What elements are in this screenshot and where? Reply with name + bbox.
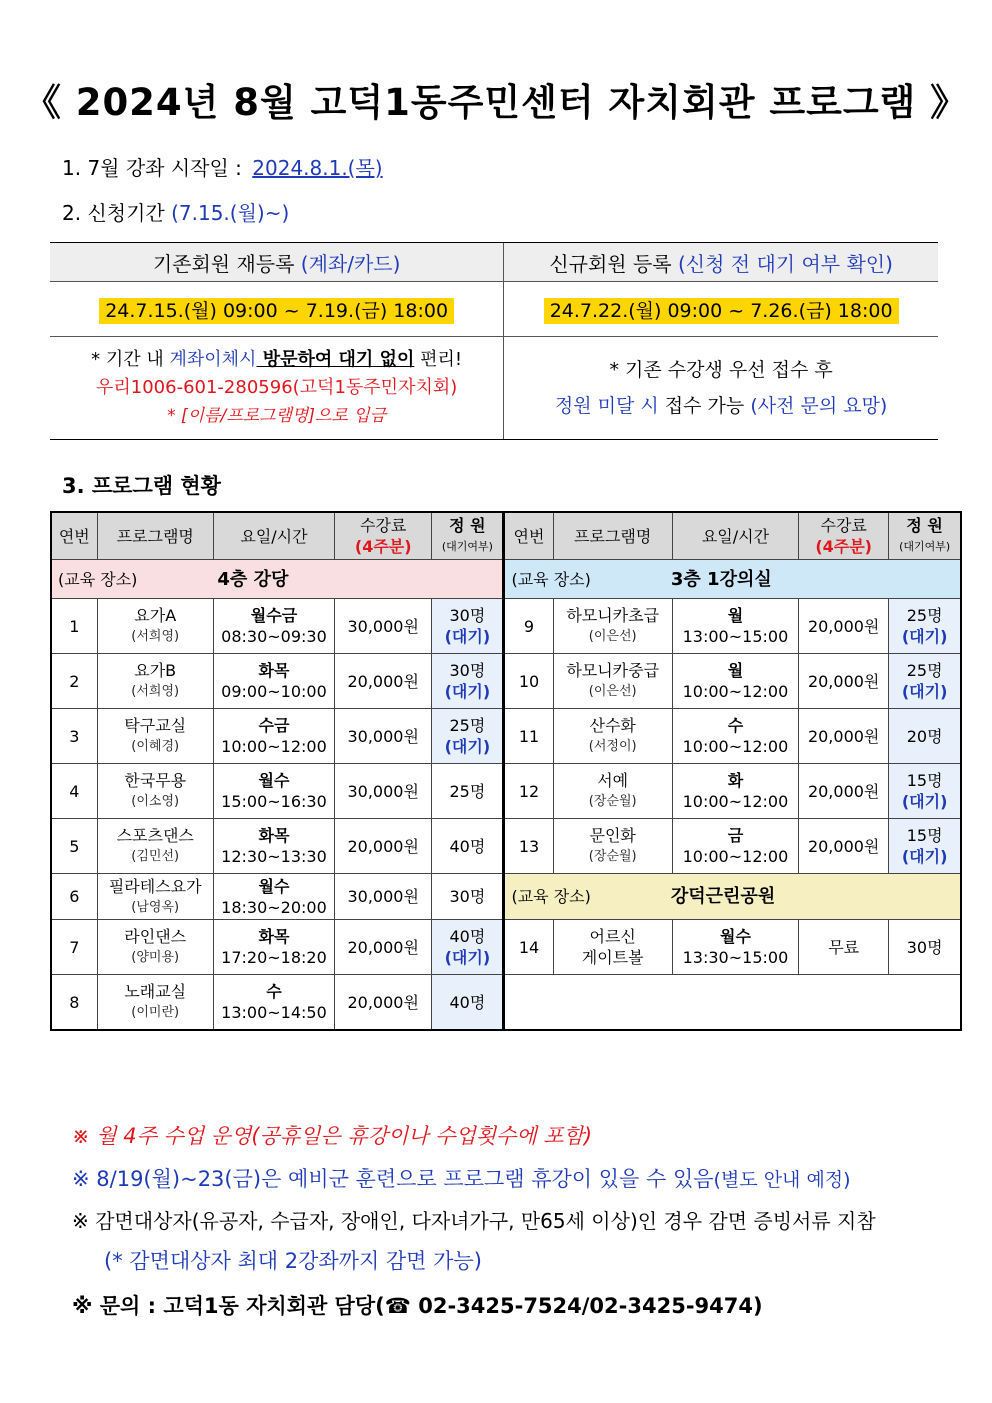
cell-cap	[432, 819, 504, 874]
cell-name	[553, 599, 672, 654]
period-label: 2. 신청기간	[62, 201, 165, 225]
time: 15:00~16:30	[221, 792, 327, 811]
intro-item-2	[62, 197, 289, 226]
page-title: 《 2024년 8월 고덕1동주민센터 자치회관 프로그램 》	[23, 81, 969, 124]
fee-sub: (4주분)	[815, 537, 872, 556]
cell-schedule	[672, 599, 798, 654]
teacher: (이은선)	[588, 684, 637, 699]
contact-label: ※ 문의 : 고덕1동 자치회관 담당(	[72, 1294, 385, 1318]
bank-account: 우리1006-601-280596(고덕1동주민자치회)	[96, 377, 458, 398]
time: 10:00~12:00	[682, 682, 789, 701]
fee-sub: (4주분)	[354, 537, 412, 556]
cell-name	[97, 920, 213, 975]
program-name: 어르신	[589, 927, 636, 946]
cell-name	[553, 819, 672, 874]
program-name-2: 게이트볼	[581, 948, 644, 967]
cell-cap	[889, 709, 961, 764]
note-part: 접수 가능	[658, 395, 751, 417]
note-part: 편리!	[414, 349, 463, 370]
wait-badge: (대기)	[444, 682, 491, 701]
cell-cap	[889, 920, 961, 975]
col-no: 연번	[51, 512, 97, 560]
time: 08:30~09:30	[221, 627, 327, 646]
cell-name	[97, 709, 213, 764]
program-name: 필라테스요가	[108, 876, 202, 896]
cap-sub: (대기여부)	[899, 540, 951, 553]
existing-member-header	[50, 243, 504, 282]
table-row	[51, 599, 961, 654]
cell-schedule	[213, 874, 334, 920]
cell-name	[97, 975, 213, 1031]
intro-item-1	[62, 152, 383, 181]
table-row	[51, 654, 961, 709]
wait-badge: (대기)	[444, 737, 491, 756]
program-name: 하모니카초급	[566, 606, 660, 625]
registration-table	[50, 242, 938, 440]
cell-fee: 20,000원	[335, 654, 432, 709]
cap: 30명	[449, 661, 486, 680]
cell-schedule	[672, 709, 798, 764]
cell-schedule	[213, 819, 334, 874]
new-period-cell	[504, 282, 938, 337]
cell-cap	[432, 709, 504, 764]
cap: 30명	[449, 887, 486, 906]
loc-label: (교육 장소)	[511, 569, 591, 589]
program-name: 탁구교실	[124, 716, 187, 735]
cell-schedule	[213, 709, 334, 764]
day: 화	[727, 771, 744, 790]
transfer-note	[51, 346, 502, 374]
teacher: (양미용)	[131, 950, 180, 965]
teacher: (이미란)	[131, 1005, 180, 1020]
cell-fee: 20,000원	[799, 709, 889, 764]
program-name: 문인화	[589, 826, 636, 845]
cell-fee: 20,000원	[799, 599, 889, 654]
new-notes	[504, 337, 938, 440]
col-fee	[799, 512, 889, 560]
new-title: 신규회원 등록	[549, 251, 672, 276]
vacancy-note	[505, 388, 937, 424]
cell-no: 14	[504, 920, 553, 975]
teacher: (서희영)	[131, 684, 180, 699]
new-note: (신청 전 대기 여부 확인)	[677, 251, 893, 276]
program-name: 노래교실	[124, 982, 187, 1001]
cap: 20명	[906, 726, 943, 746]
empty-cell	[504, 975, 961, 1031]
loc-value: 강덕근린공원	[670, 886, 776, 907]
teacher: (김민선)	[131, 849, 180, 864]
cell-cap	[889, 764, 961, 819]
cell-no: 1	[51, 599, 97, 654]
note-part: 방문하여 대기 없이	[256, 349, 415, 370]
cap: 40명	[449, 927, 486, 946]
col-schedule: 요일/시간	[213, 512, 334, 560]
time: 09:00~10:00	[221, 682, 327, 701]
existing-period: 24.7.15.(월) 09:00 ~ 7.19.(금) 18:00	[99, 298, 454, 324]
cell-schedule	[672, 654, 798, 709]
table-header-row	[51, 512, 961, 560]
contact-phone: 02-3425-7524/02-3425-9474)	[410, 1294, 763, 1318]
teacher: (서정이)	[588, 739, 637, 754]
note-part: (사전 문의 요망)	[750, 395, 888, 417]
day: 월수	[719, 927, 751, 946]
location-right	[504, 560, 961, 599]
table-row	[51, 764, 961, 819]
time: 17:20~18:20	[221, 948, 327, 967]
day: 금	[727, 826, 744, 845]
time: 10:00~12:00	[221, 737, 327, 756]
col-no: 연번	[504, 512, 553, 560]
program-name: 산수화	[589, 716, 636, 735]
cell-name	[97, 764, 213, 819]
day: 수금	[258, 716, 290, 735]
existing-period-cell	[50, 282, 504, 337]
period-value: (7.15.(월)~)	[171, 201, 290, 225]
cell-name	[553, 709, 672, 764]
existing-title: 기존회원 재등록	[152, 251, 295, 276]
cap: 15명	[906, 826, 943, 845]
col-name: 프로그램명	[97, 512, 213, 560]
cell-cap	[432, 874, 504, 920]
priority-note: * 기존 수강생 우선 접수 후	[609, 359, 833, 381]
loc-label: (교육 장소)	[58, 569, 138, 589]
wait-badge: (대기)	[444, 627, 491, 646]
cell-fee: 무료	[799, 920, 889, 975]
day: 월수금	[250, 606, 298, 625]
new-period: 24.7.22.(월) 09:00 ~ 7.26.(금) 18:00	[544, 298, 899, 324]
cell-no: 3	[51, 709, 97, 764]
phone-icon: ☎	[384, 1294, 411, 1318]
location-left	[51, 560, 504, 599]
program-table	[50, 511, 962, 1031]
table-row	[51, 975, 961, 1031]
section-3-title: 3. 프로그램 현황	[62, 474, 221, 498]
cell-no: 8	[51, 975, 97, 1031]
cell-fee: 30,000원	[335, 874, 432, 920]
time: 13:00~14:50	[221, 1003, 327, 1022]
note-part: 정원 미달 시	[554, 395, 659, 417]
col-schedule: 요일/시간	[672, 512, 798, 560]
deposit-note: * [이름/프로그램명]으로 입금	[167, 406, 387, 426]
cell-no: 9	[504, 599, 553, 654]
cell-cap	[889, 599, 961, 654]
col-fee	[335, 512, 432, 560]
day: 월수	[258, 876, 290, 896]
loc-value: 4층 강당	[217, 568, 289, 590]
teacher: (남영옥)	[131, 899, 180, 915]
time: 12:30~13:30	[221, 847, 327, 866]
cell-fee: 30,000원	[335, 709, 432, 764]
cap: 15명	[906, 771, 943, 790]
cell-fee: 20,000원	[799, 764, 889, 819]
day: 화목	[258, 826, 290, 845]
cap: 40명	[449, 836, 486, 856]
cap-label: 정 원	[449, 516, 486, 535]
cell-no: 12	[504, 764, 553, 819]
cell-fee: 30,000원	[335, 764, 432, 819]
cell-schedule	[213, 764, 334, 819]
holiday-note: ※ 8/19(월)~23(금)은 예비군 훈련으로 프로그램 휴강이 있을 수 있음	[72, 1167, 714, 1191]
program-name: 라인댄스	[124, 927, 187, 946]
cell-no: 2	[51, 654, 97, 709]
cell-fee: 20,000원	[799, 819, 889, 874]
col-name: 프로그램명	[553, 512, 672, 560]
footer-note-4	[72, 1290, 763, 1320]
cell-name	[97, 654, 213, 709]
cap: 40명	[449, 992, 486, 1012]
cell-fee: 20,000원	[335, 975, 432, 1031]
location-row	[51, 560, 961, 599]
cell-fee: 20,000원	[335, 920, 432, 975]
cap-sub: (대기여부)	[441, 540, 493, 553]
wait-badge: (대기)	[901, 682, 948, 701]
teacher: (장순월)	[588, 849, 637, 864]
day: 월수	[258, 771, 290, 790]
cell-schedule	[213, 599, 334, 654]
time: 13:30~15:00	[682, 948, 789, 967]
cell-no: 13	[504, 819, 553, 874]
cell-cap	[432, 599, 504, 654]
cell-cap	[432, 764, 504, 819]
wait-badge: (대기)	[444, 948, 491, 967]
footer-note-2	[72, 1163, 851, 1193]
program-name: 스포츠댄스	[116, 826, 194, 845]
teacher: (장순월)	[588, 794, 637, 809]
cell-cap	[889, 819, 961, 874]
cell-name	[97, 874, 213, 920]
cell-no: 5	[51, 819, 97, 874]
cap: 25명	[906, 661, 943, 680]
day: 수	[727, 716, 744, 735]
cell-name	[97, 819, 213, 874]
cell-no: 10	[504, 654, 553, 709]
loc-label: (교육 장소)	[511, 887, 591, 906]
program-name: 한국무용	[124, 771, 187, 790]
cell-fee: 20,000원	[799, 654, 889, 709]
cell-name	[553, 920, 672, 975]
cell-schedule	[672, 920, 798, 975]
footer-note-3: ※ 감면대상자(유공자, 수급자, 장애인, 다자녀가구, 만65세 이상)인 경우 감면 증빙서류 지참	[72, 1209, 876, 1233]
col-cap	[432, 512, 504, 560]
cell-name	[97, 599, 213, 654]
cell-schedule	[672, 819, 798, 874]
note-part: * 기간 내	[91, 349, 170, 370]
new-member-header	[504, 243, 938, 282]
program-name: 하모니카중급	[566, 661, 660, 680]
teacher: (이소영)	[131, 794, 180, 809]
table-row	[51, 709, 961, 764]
time: 10:00~12:00	[682, 792, 789, 811]
cell-schedule	[213, 975, 334, 1031]
col-cap	[889, 512, 961, 560]
cell-schedule	[213, 920, 334, 975]
cell-fee: 30,000원	[335, 599, 432, 654]
cap-label: 정 원	[906, 516, 943, 535]
start-date-label: 1. 7월 강좌 시작일 :	[62, 156, 242, 180]
loc-value: 3층 1강의실	[670, 568, 772, 590]
day: 수	[266, 982, 282, 1001]
cell-name	[553, 654, 672, 709]
cell-schedule	[672, 764, 798, 819]
time: 13:00~15:00	[682, 627, 789, 646]
program-name: 요가A	[134, 606, 177, 625]
day: 화목	[258, 927, 290, 946]
table-row	[51, 819, 961, 874]
footer-note-3b: (* 감면대상자 최대 2강좌까지 감면 가능)	[104, 1249, 482, 1273]
cell-name	[553, 764, 672, 819]
cell-no: 4	[51, 764, 97, 819]
cap: 30명	[449, 606, 486, 625]
day: 월	[727, 606, 744, 625]
cell-no: 7	[51, 920, 97, 975]
cell-cap	[889, 654, 961, 709]
cell-no: 11	[504, 709, 553, 764]
table-row	[51, 874, 961, 920]
program-name: 요가B	[134, 661, 177, 680]
cell-fee: 20,000원	[335, 819, 432, 874]
wait-badge: (대기)	[901, 627, 948, 646]
teacher: (이혜경)	[131, 739, 180, 754]
wait-badge: (대기)	[901, 792, 948, 811]
cell-schedule	[213, 654, 334, 709]
start-date-value: 2024.8.1.(목)	[252, 156, 383, 180]
day: 화목	[258, 661, 290, 680]
cell-cap	[432, 975, 504, 1031]
cap: 25명	[449, 716, 486, 735]
time: 10:00~12:00	[682, 847, 789, 866]
existing-notes	[50, 337, 504, 440]
teacher: (서희영)	[131, 629, 180, 644]
teacher: (이은선)	[588, 629, 637, 644]
note-part: 계좌이체시	[169, 349, 257, 370]
cap: 25명	[906, 606, 943, 625]
footer-note-1: ※ 월 4주 수업 운영(공휴일은 휴강이나 수업횟수에 포함)	[72, 1124, 593, 1148]
cap: 25명	[449, 781, 486, 801]
cell-no: 6	[51, 874, 97, 920]
day: 월	[727, 661, 744, 680]
fee-label: 수강료	[820, 516, 867, 535]
table-row	[51, 920, 961, 975]
fee-label: 수강료	[360, 516, 407, 535]
program-name: 서예	[597, 771, 629, 790]
cell-cap	[432, 920, 504, 975]
time: 18:30~20:00	[221, 897, 327, 917]
existing-note: (계좌/카드)	[300, 251, 401, 276]
cap: 30명	[906, 937, 943, 957]
time: 10:00~12:00	[682, 737, 789, 756]
location-park	[504, 874, 961, 920]
cell-cap	[432, 654, 504, 709]
holiday-note-sub: (별도 안내 예정)	[713, 1169, 851, 1191]
wait-badge: (대기)	[901, 847, 948, 866]
